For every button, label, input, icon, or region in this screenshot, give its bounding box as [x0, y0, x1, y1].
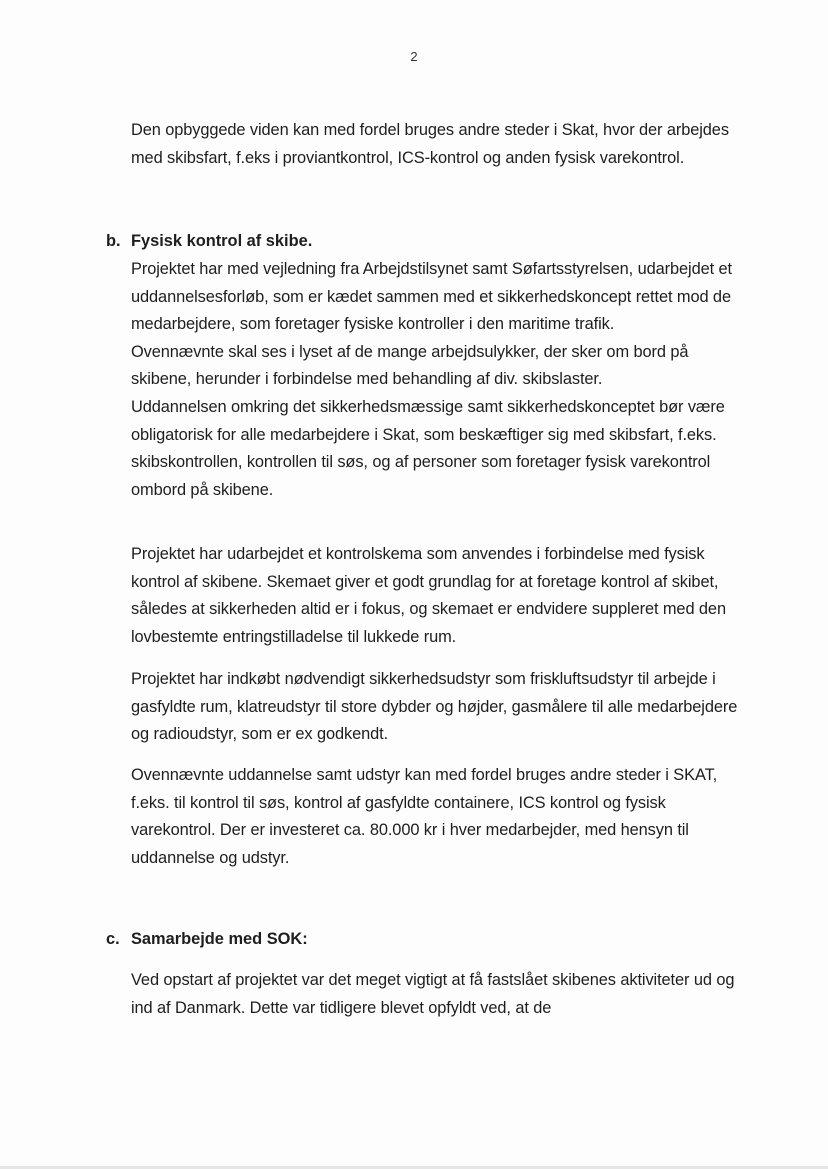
section-b-paragraph-1: Projektet har med vejledning fra Arbejdstilsynet samt Søfartsstyrelsen, udarbejdet et uddannelsesforløb, som er kædet sammen med et sikkerhedskoncept rettet mod de medarbejdere, som foretager fysiske kontroller i den maritime trafik. — [131, 260, 732, 334]
section-b-title: Fysisk kontrol af skibe. — [131, 232, 313, 250]
section-b-block-2 — [131, 541, 751, 651]
section-b-paragraph-4: Projektet har udarbejdet et kontrolskema som anvendes i forbindelse med fysisk kontrol af skibene. Skemaet giver et godt grundlag for at foretage kontrol af skibet, således at sikkerheden altid er i fokus, og skemaet er endvidere suppleret med den lovbestemte entringstilladelse til lukkede rum. — [131, 545, 726, 646]
section-b-block-1 — [131, 256, 751, 504]
section-b-paragraph-5: Projektet har indkøbt nødvendigt sikkerhedsudstyr som friskluftsudstyr til arbejde i gasfyldte rum, klatreudstyr til store dybder og højder, gasmålere til alle medarbejdere og radioudstyr, som er ex godkendt. — [131, 670, 738, 744]
section-b-heading — [106, 228, 312, 256]
section-b-letter: b. — [106, 232, 121, 250]
section-b-paragraph-2: Ovennævnte skal ses i lyset af de mange arbejdsulykker, der sker om bord på skibene, herunder i forbindelse med behandling af div. skibslaster. — [131, 342, 689, 389]
section-c-title: Samarbejde med SOK: — [131, 930, 308, 948]
section-c-paragraph-1: Ved opstart af projektet var det meget vigtigt at få fastslået skibenes aktiviteter ud og ind af Danmark. Dette var tidligere blevet opfyldt ved, at de — [131, 971, 735, 1017]
intro-paragraph: Den opbyggede viden kan med fordel bruges andre steder i Skat, hvor der arbejdes med skibsfart, f.eks i proviantkontrol, ICS-kontrol og anden fysisk varekontrol. — [131, 121, 729, 167]
section-c-letter: c. — [106, 930, 120, 948]
section-c-heading — [106, 926, 308, 954]
page-number: 2 — [410, 49, 418, 64]
section-b-paragraph-3: Uddannelsen omkring det sikkerhedsmæssige samt sikkerhedskonceptet bør være obligatorisk for alle medarbejdere i Skat, som beskæftiger sig med skibsfart, f.eks. skibskontrollen, kontrollen til søs, og af personer som foretager fysisk varekontrol ombord på skibene. — [131, 397, 725, 499]
intro-block — [131, 117, 751, 172]
section-c-block-1 — [131, 967, 751, 1022]
section-b-paragraph-6: Ovennævnte uddannelse samt udstyr kan med fordel bruges andre steder i SKAT, f.eks. til kontrol til søs, kontrol af gasfyldte containere, ICS kontrol og fysisk varekontrol. Der er investeret ca. 80.000 kr i hver medarbejder, med hensyn til uddannelse og udstyr. — [131, 766, 718, 867]
section-b-block-4 — [131, 762, 751, 872]
section-b-block-3 — [131, 666, 751, 749]
